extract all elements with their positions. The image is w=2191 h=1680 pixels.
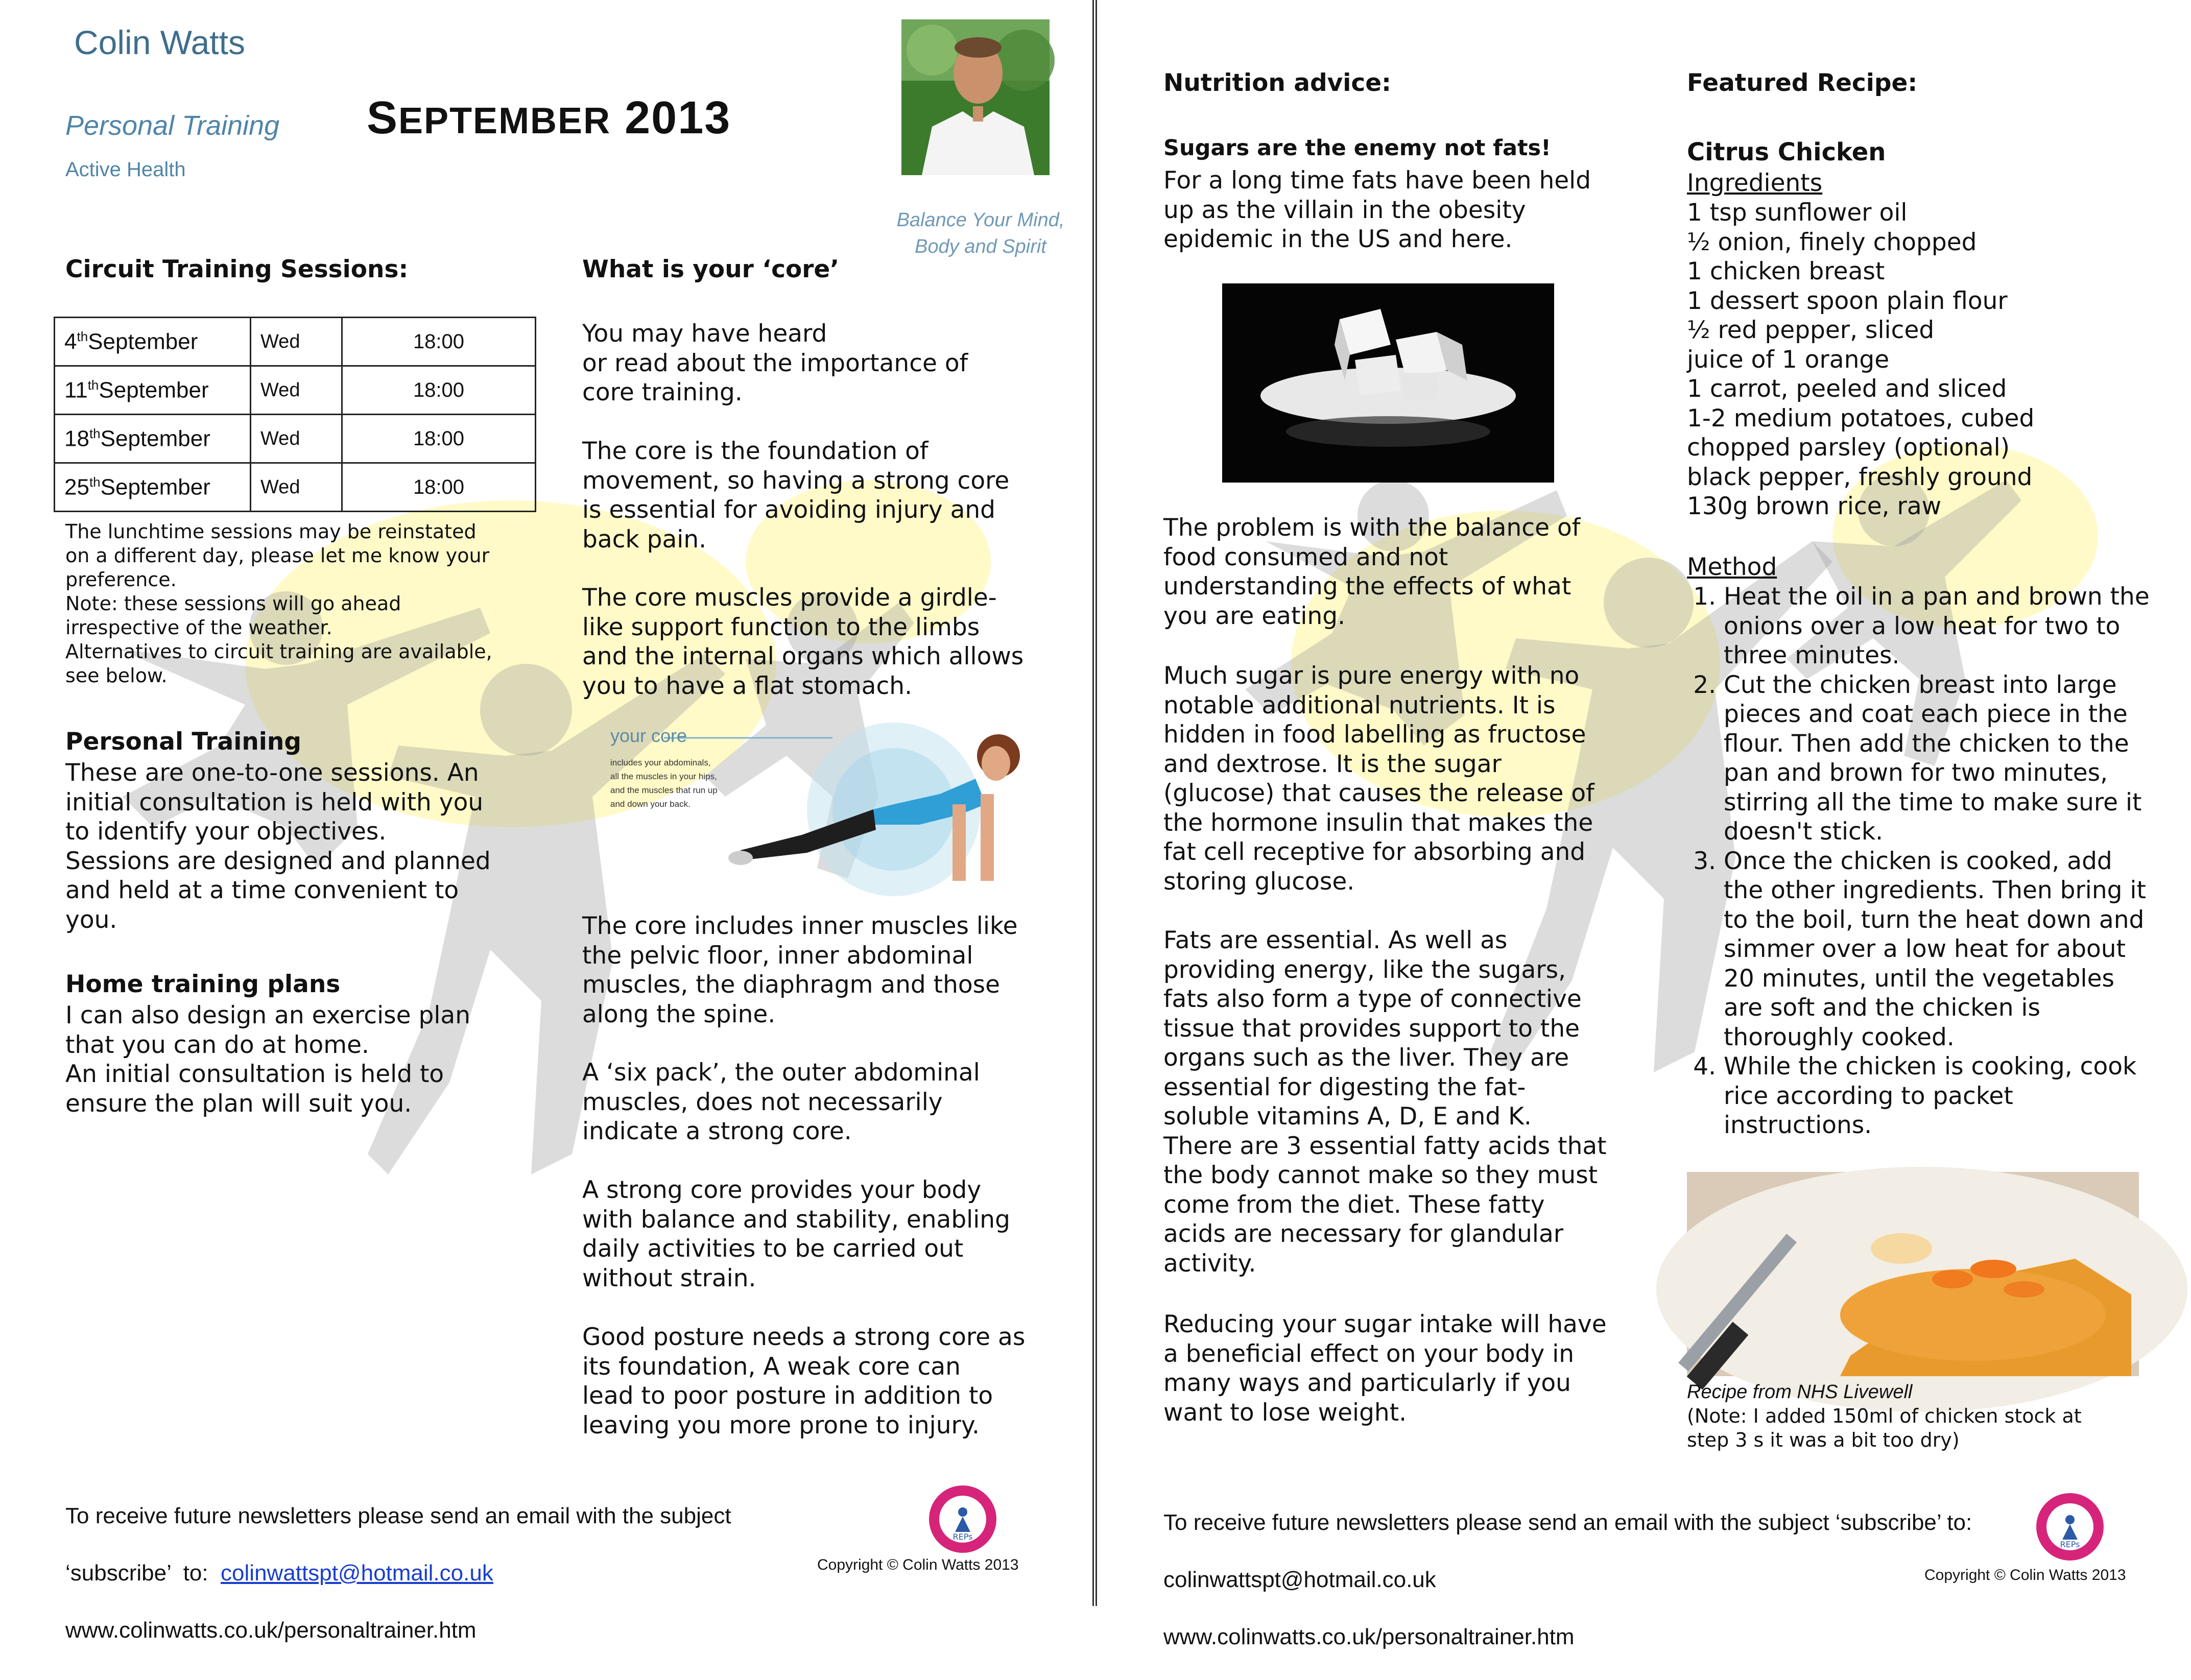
month-year: 2013	[625, 92, 731, 143]
method-label: Method	[1687, 553, 1777, 581]
core-para-6: A strong core provides your body with balance and stability, enabling daily activities to be carried out without strain.	[582, 1176, 1010, 1292]
list-item: black pepper, freshly ground	[1687, 463, 2033, 491]
session-time: 18:00	[342, 415, 536, 463]
subscribe-footer	[65, 1473, 831, 1673]
nutrition-para-4: Fats are essential. As well as providing energy, like the sugars, fats also form a type of connective tissue that provides support to the organs such as the liver. They are essential for digesting the fat- soluble vitamins A, D, E and K. There are 3 essential fatty acids that the body cannot make so they must come from the diet. These fatty acids are necessary for glandular activity.	[1163, 926, 1607, 1278]
footer-line-2	[65, 1559, 831, 1588]
home-training-text: I can also design an exercise plan that you can do at home. An initial consultation is held to ensure the plan will suit you.	[65, 1001, 470, 1118]
nutrition-para-1: For a long time fats have been held up as the villain in the obesity epidemic in the US and here.	[1163, 166, 1591, 253]
subscribe-footer	[1163, 1480, 2032, 1680]
nutrition-heading: Nutrition advice:	[1163, 69, 1391, 97]
core-para-7: Good posture needs a strong core as its foundation, A weak core can lead to poor posture in addition to leaving you more prone to injury.	[582, 1323, 1026, 1439]
table-row	[55, 463, 536, 512]
core-para-1: You may have heard or read about the importance of core training.	[582, 320, 968, 406]
copyright: Copyright © Colin Watts 2013	[1924, 1567, 2126, 1583]
method-step: 2. Cut the chicken breast into large pieces and coat each piece in the flour. Then add the chicken to the pan and brown for two minutes, stirring all the time to make sure it doesn't stick.	[1724, 670, 2157, 847]
session-time: 18:00	[342, 366, 536, 415]
badge-label: REPs	[2060, 1540, 2080, 1549]
footer-line-1: To receive future newsletters please send an email with the subject	[65, 1503, 731, 1528]
list-item: 1 tsp sunflower oil	[1687, 199, 1908, 227]
method-step: 4. While the chicken is cooking, cook rice according to packet instructions.	[1724, 1052, 2157, 1140]
core-para-4: The core includes inner muscles like the pelvic floor, inner abdominal muscles, the diaphragm and those along the spine.	[582, 912, 1018, 1028]
list-item: ½ red pepper, sliced	[1687, 316, 1935, 344]
recipe-title: Citrus Chicken	[1687, 138, 1886, 166]
method-step: 3. Once the chicken is cooked, add the other ingredients. Then bring it to the boil, turn the heat down and simmer over a low heat for about 20 minutes, until the vegetables are soft and the chicken is thoroughly cooked.	[1724, 847, 2157, 1052]
footer-subscribe-prefix: ‘subscribe’ to:	[65, 1561, 221, 1586]
list-item: 1 carrot, peeled and sliced	[1687, 375, 2007, 403]
list-item: 1 chicken breast	[1687, 257, 1885, 285]
session-time: 18:00	[342, 318, 536, 366]
tagline	[884, 207, 1078, 260]
session-weekday: Wed	[251, 318, 342, 366]
footer-line-1: To receive future newsletters please send an email with the subject ‘subscribe’ to:	[1163, 1510, 1972, 1535]
circuit-schedule-table	[54, 317, 536, 512]
core-heading: What is your ‘core’	[582, 255, 840, 283]
reps-badge	[2034, 1491, 2106, 1563]
list-item: juice of 1 orange	[1687, 345, 1890, 374]
tagline-line-2: Body and Spirit	[915, 236, 1046, 257]
footer-url: www.colinwatts.co.uk/personaltrainer.htm	[1163, 1624, 1575, 1649]
circuit-heading: Circuit Training Sessions:	[65, 255, 409, 283]
newsletter-page-2	[1096, 0, 2189, 1649]
brand-tag: Active Health	[65, 158, 186, 181]
sugar-cubes-image	[1222, 283, 1554, 483]
core-exercise-image	[587, 707, 1047, 901]
recipe-note: (Note: I added 150ml of chicken stock at step 3 s it was a bit too dry)	[1687, 1405, 2082, 1451]
newsletter-month-title	[367, 92, 731, 145]
session-weekday: Wed	[251, 415, 342, 463]
table-row	[55, 366, 536, 415]
personal-training-text: These are one-to-one sessions. An initial consultation is held with you to identify your objectives. Sessions are designed and planned and held at a time convenient to you.	[65, 759, 491, 934]
table-row	[55, 415, 536, 463]
list-item: 1-2 medium potatoes, cubed	[1687, 404, 2035, 433]
method-step: 1. Heat the oil in a pan and brown the onions over a low heat for two to three minutes.	[1724, 582, 2157, 670]
home-training-heading: Home training plans	[65, 970, 341, 998]
method-list	[1687, 582, 2157, 1140]
brand-subtitle: Personal Training	[65, 110, 280, 141]
month-rest: EPTEMBER	[398, 101, 611, 141]
email-link[interactable]: colinwattspt@hotmail.co.uk	[221, 1561, 493, 1586]
core-para-5: A ‘six pack’, the outer abdominal muscles, does not necessarily indicate a strong core.	[582, 1059, 980, 1145]
list-item: ½ onion, finely chopped	[1687, 228, 1977, 256]
newsletter-page-1	[0, 0, 1094, 1643]
tagline-line-1: Balance Your Mind,	[896, 209, 1065, 231]
session-date: 25thSeptember	[55, 463, 251, 512]
list-item: 1 dessert spoon plain flour	[1687, 286, 2008, 315]
nutrition-para-3: Much sugar is pure energy with no notable additional nutrients. It is hidden in food labelling as fructose and dextrose. It is the sugar (glucose) that causes the release of the hormone insulin that makes the fat cell receptive for absorbing and storing glucose.	[1163, 662, 1594, 896]
session-weekday: Wed	[251, 463, 342, 512]
month-initial: S	[367, 92, 399, 143]
core-image-caption: includes your abdominals, all the muscles in your hips, and the muscles that run up and down your back.	[610, 758, 718, 809]
email-text[interactable]: colinwattspt@hotmail.co.uk	[1163, 1567, 1436, 1592]
session-time: 18:00	[342, 463, 536, 512]
badge-label: REPs	[952, 1532, 973, 1542]
ingredients-list	[1687, 198, 2167, 521]
copyright: Copyright © Colin Watts 2013	[817, 1556, 1019, 1573]
session-date: 4thSeptember	[55, 318, 251, 366]
nutrition-para-5: Reducing your sugar intake will have a beneficial effect on your body in many ways and particularly if you want to lose weight.	[1163, 1310, 1607, 1427]
circuit-note: The lunchtime sessions may be reinstated on a different day, please let me know your preference. Note: these sessions will go ahead irrespective of the weather. Alternatives to circuit training are available, see below.	[65, 520, 492, 687]
reps-badge	[927, 1483, 998, 1555]
nutrition-para-2: The problem is with the balance of food consumed and not understanding the effects of what you are eating.	[1163, 514, 1581, 630]
session-date: 11thSeptember	[55, 366, 251, 415]
ingredients-label: Ingredients	[1687, 169, 1823, 197]
list-item: chopped parsley (optional)	[1687, 434, 2010, 462]
recipe-heading: Featured Recipe:	[1687, 69, 1918, 97]
nutrition-subheading: Sugars are the enemy not fats!	[1163, 135, 1551, 161]
trainer-photo	[901, 19, 1050, 175]
footer-url: www.colinwatts.co.uk/personaltrainer.htm	[65, 1618, 477, 1643]
table-row	[55, 318, 536, 366]
brand-name: Colin Watts	[74, 23, 245, 61]
personal-training-heading: Personal Training	[65, 728, 301, 756]
recipe-source: Recipe from NHS Livewell	[1687, 1381, 1913, 1403]
session-date: 18thSeptember	[55, 415, 251, 463]
list-item: 130g brown rice, raw	[1687, 492, 1942, 520]
session-weekday: Wed	[251, 366, 342, 415]
citrus-chicken-image	[1687, 1172, 2139, 1376]
core-image-title: your core	[610, 725, 687, 746]
core-para-3: The core muscles provide a girdle- like support function to the limbs and the internal organs which allows you to have a flat stomach.	[582, 584, 1024, 700]
core-para-2: The core is the foundation of movement, so having a strong core is essential for avoiding injury and back pain.	[582, 437, 1010, 554]
